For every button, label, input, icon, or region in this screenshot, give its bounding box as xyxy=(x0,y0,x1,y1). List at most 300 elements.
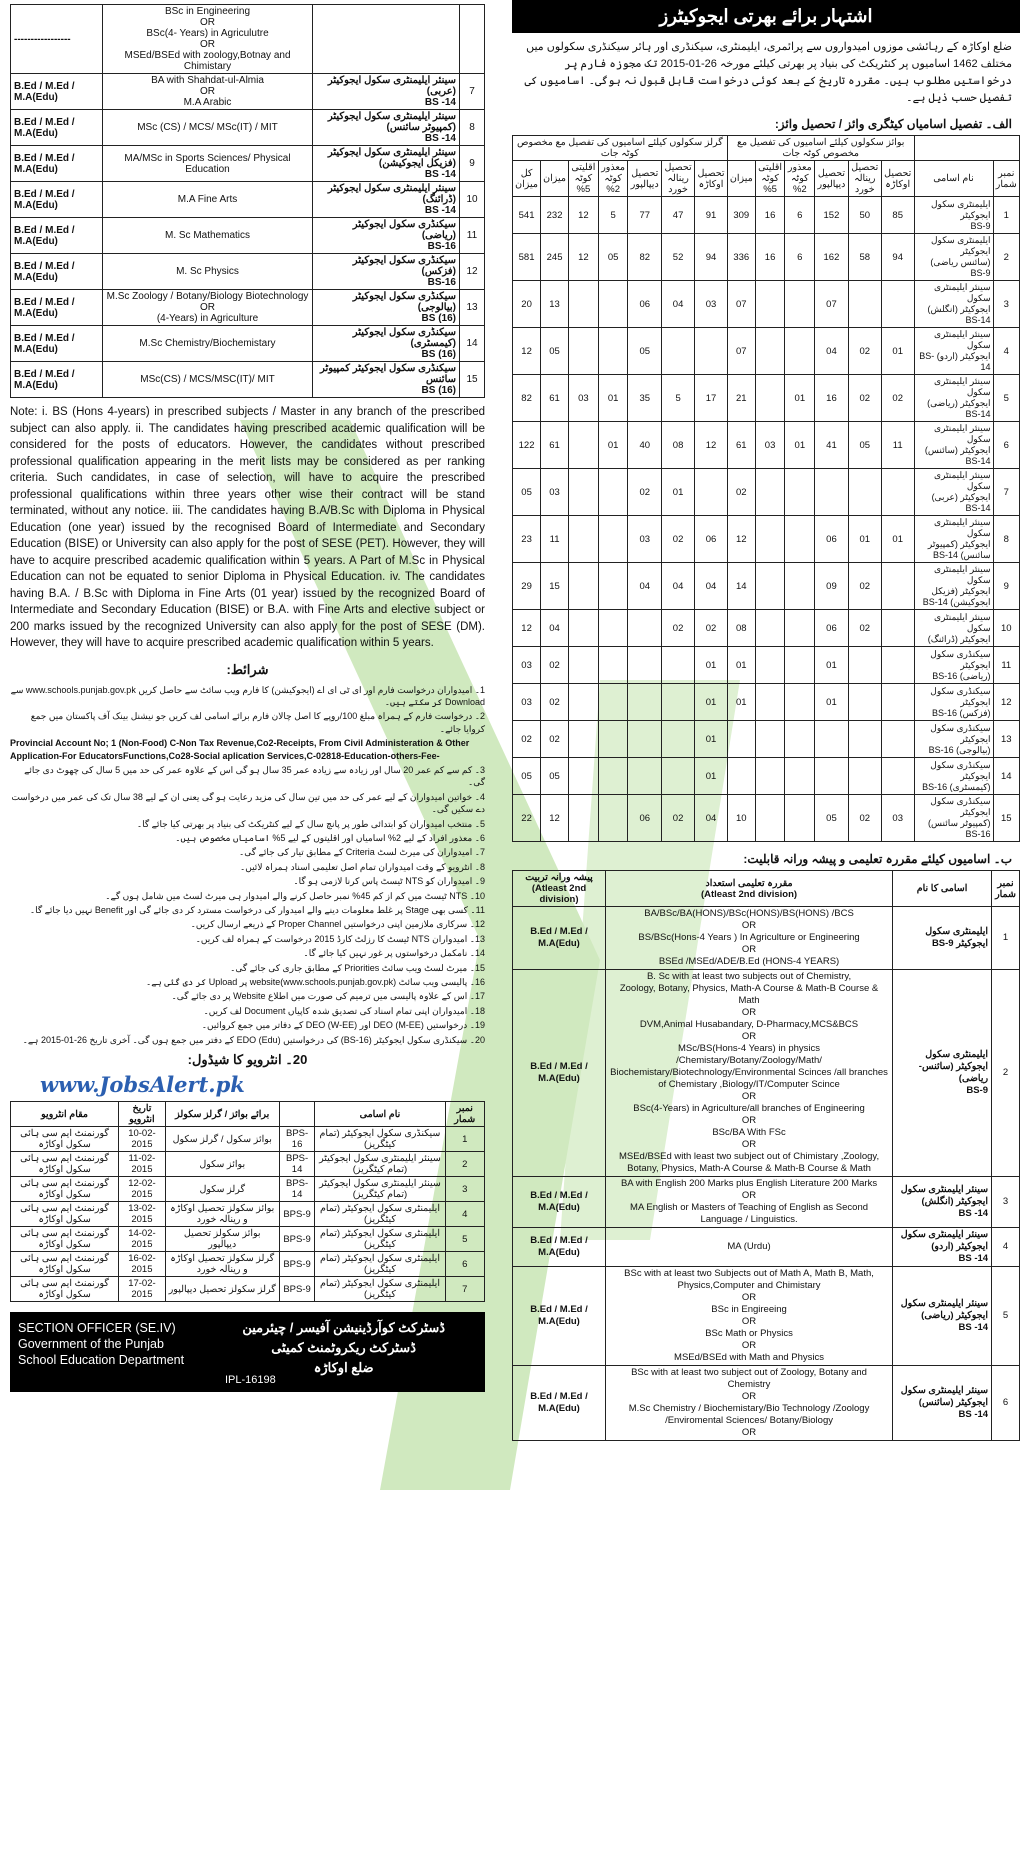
professional-qualification: B.Ed / M.Ed / M.A(Edu) xyxy=(11,146,103,182)
post-name: سینئر ایلیمنٹری سکول ایجوکیٹر (فزیکل ایجوکیشن) BS-14 xyxy=(914,563,993,610)
count-cell xyxy=(662,721,695,758)
serial-number: 1 xyxy=(445,1127,484,1152)
count-cell xyxy=(628,684,662,721)
academic-qualification: B. Sc with at least two subjects out of Chemistry, Zoology, Botany, Physics, Math-A Course & Math-B Course & Math OR DVM,Animal Husabandary, D-Pharmacy,MCS&BCS OR MSc/BS(Hons-4 Years) in physics /Chemistary/Botany/Zoology/Math/ Biochemistary/Biotechnology/Environmental Scinces /all branches of Chemistary ,Biology/IT/Computer Scince OR BSc(4-Years) in Agriculture/all branches of Engineering OR BSc/BA With FSc OR MSEd/BSEd with least two subject out of Chimistary ,Zoology, Botany, Physics, Math-A Course & Math-B Course & Math xyxy=(606,970,893,1177)
serial-number: 13 xyxy=(993,721,1019,758)
condition-item: 12۔ سرکاری ملازمین اپنی درخواستیں Proper Channel کے ذریعے ارسال کریں۔ xyxy=(190,919,485,930)
professional-qualification: B.Ed / M.Ed / M.A(Edu) xyxy=(11,74,103,110)
count-cell xyxy=(628,721,662,758)
interview-row xyxy=(11,1252,485,1277)
count-cell xyxy=(785,610,815,647)
school-type: گرلز سکولز تحصیل دیپالپور xyxy=(165,1277,279,1302)
count-cell: 01 xyxy=(785,375,815,422)
professional-qualification: ----------------- xyxy=(11,5,103,74)
count-cell xyxy=(755,758,785,795)
count-cell: 94 xyxy=(881,234,914,281)
count-cell: 04 xyxy=(662,281,695,328)
post-name: سیکنڈری سکول ایجوکیٹر (کیمسٹری) BS (16) xyxy=(313,326,460,362)
left-table-row xyxy=(11,326,485,362)
serial-number: 4 xyxy=(992,1228,1020,1267)
count-cell: 17 xyxy=(695,375,728,422)
count-cell: 02 xyxy=(541,647,569,684)
count-cell: 61 xyxy=(541,375,569,422)
serial-number: 5 xyxy=(993,375,1019,422)
count-cell xyxy=(568,721,598,758)
left-table-row xyxy=(11,182,485,218)
count-cell: 5 xyxy=(598,197,628,234)
interview-date: 17-02-2015 xyxy=(119,1277,166,1302)
left-table-row xyxy=(11,254,485,290)
count-cell: 309 xyxy=(727,197,755,234)
condition-item: 8۔ انٹرویو کے وقت امیدواران تمام اصل تعلیمی اسناد ہمراہ لائیں۔ xyxy=(239,861,485,872)
bps-scale: BPS-9 xyxy=(279,1252,315,1277)
serial-number: 7 xyxy=(993,469,1019,516)
bps-scale: BPS-9 xyxy=(279,1227,315,1252)
interview-header: نمبر شمار xyxy=(445,1102,484,1127)
left-table-row xyxy=(11,218,485,254)
interview-row xyxy=(11,1202,485,1227)
academic-qualification: MSc(CS) / MCS/MSC(IT)/ MIT xyxy=(103,362,313,398)
serial-number: 7 xyxy=(445,1277,484,1302)
post-name: سینئر ایلیمنٹری سکول ایجوکیٹر (انگلش) BS-14 xyxy=(914,281,993,328)
category-header: معذور کوٹہ 2% xyxy=(598,161,628,197)
count-cell: 47 xyxy=(662,197,695,234)
post-name: ایلیمنٹری سکول ایجوکیٹر (تمام کیٹگریز) xyxy=(315,1227,445,1252)
post-name: ایلیمنٹری سکول ایجوکیٹر BS-9 xyxy=(893,907,992,970)
post-name: ایلیمنٹری سکول ایجوکیٹر (تمام کیٹگریز) xyxy=(315,1252,445,1277)
academic-qualification: BSc with at least two subject out of Zoology, Botany and Chemistry OR M.Sc Chemistry / Biochemistary/Bio Technology /Zoology /Enviromental Sciences/ Botany/Biology OR xyxy=(606,1366,893,1441)
qualification-row xyxy=(513,907,1020,970)
count-cell: 01 xyxy=(881,328,914,375)
left-table-row xyxy=(11,290,485,326)
school-type: گرلز سکولز تحصیل اوکاڑہ و رینالہ خورد xyxy=(165,1252,279,1277)
count-cell xyxy=(695,469,728,516)
footer-officer-urdu: ڈسٹرکٹ کوآرڈینیشن آفیسر / چیئرمین xyxy=(242,1320,445,1336)
count-cell: 05 xyxy=(598,234,628,281)
count-cell: 22 xyxy=(513,795,541,842)
academic-qualification: BA with Shahdat-ul-Almia OR M.A Arabic xyxy=(103,74,313,110)
post-name: ایلیمنٹری سکول ایجوکیٹر BS-9 xyxy=(914,197,993,234)
count-cell: 09 xyxy=(815,563,849,610)
count-cell: 02 xyxy=(848,328,881,375)
academic-header: مقررہ تعلیمی استعداد xyxy=(705,877,793,889)
count-cell: 03 xyxy=(541,469,569,516)
category-header: تحصیل اوکاڑہ xyxy=(881,161,914,197)
category-row xyxy=(513,647,1020,684)
bps-scale: BPS-16 xyxy=(279,1127,315,1152)
left-table-row xyxy=(11,110,485,146)
condition-item: 11۔ کسی بھی Stage پر غلط معلومات دینے والے امیدوار کی درخواست مسترد کر دی جائے گی اور Benefit نہیں دیا جائے گا۔ xyxy=(29,905,485,915)
interview-date: 10-02-2015 xyxy=(119,1127,166,1152)
academic-qualification: M.Sc Chemistry/Biochemistary xyxy=(103,326,313,362)
count-cell: 02 xyxy=(848,610,881,647)
category-row xyxy=(513,516,1020,563)
count-cell: 40 xyxy=(628,422,662,469)
serial-number: 13 xyxy=(460,290,485,326)
footer-dept: School Education Department xyxy=(18,1353,185,1368)
count-cell: 04 xyxy=(695,795,728,842)
bps-scale: BPS-14 xyxy=(279,1152,315,1177)
serial-number: 12 xyxy=(993,684,1019,721)
count-cell: 61 xyxy=(727,422,755,469)
prof-sub-header: (Atleast 2nd division) xyxy=(531,883,587,905)
school-type: گرلز سکول xyxy=(165,1177,279,1202)
professional-qualification: B.Ed / M.Ed / M.A(Edu) xyxy=(11,254,103,290)
conditions-list xyxy=(10,684,485,1047)
category-row xyxy=(513,197,1020,234)
count-cell: 01 xyxy=(727,647,755,684)
signature-footer xyxy=(10,1312,485,1392)
count-cell: 91 xyxy=(695,197,728,234)
count-cell xyxy=(848,647,881,684)
count-cell xyxy=(881,721,914,758)
count-cell xyxy=(881,758,914,795)
academic-sub-header: (Atleast 2nd division) xyxy=(700,888,798,900)
count-cell xyxy=(785,563,815,610)
qualification-table-continued xyxy=(10,4,485,398)
category-row xyxy=(513,795,1020,842)
serial-number: 5 xyxy=(445,1227,484,1252)
count-cell: 05 xyxy=(628,328,662,375)
condition-item: 5۔ منتخب امیدواران کو ابتدائی طور پر پانچ سال کے لیے کنٹریکٹ کی بنیاد پر بھرتی کیا جائے گا۔ xyxy=(136,818,485,829)
count-cell xyxy=(785,469,815,516)
condition-item: 20۔ سیکنڈری سکول ایجوکیٹر (BS-16) کی درخواستیں EDO (Edu) کے دفتر میں جمع ہوں گی۔ آخری تاریخ 26-01-2015 ہے۔ xyxy=(22,1034,485,1045)
count-cell xyxy=(785,647,815,684)
count-cell xyxy=(755,647,785,684)
condition-item: Provincial Account No; 1 (Non-Food) C-Non Tax Revenue,Co2-Receipts, From Civil Administeration & Other Application-For EducatorsFunctions,Co28-Social aplication Services,C-02818-Education-others-Fee- xyxy=(10,738,470,761)
academic-qualification: BA/BSc/BA(HONS)/BSc(HONS)/BS(HONS) /BCS OR BS/BSc(Hons-4 Years ) In Agriculture or Engineering OR BSEd /MSEd/ADE/B.Ed (HONS-4 YEARS) xyxy=(606,907,893,970)
count-cell: 16 xyxy=(755,234,785,281)
serial-number: 11 xyxy=(993,647,1019,684)
count-cell: 61 xyxy=(541,422,569,469)
count-cell: 52 xyxy=(662,234,695,281)
count-cell: 35 xyxy=(628,375,662,422)
category-row xyxy=(513,610,1020,647)
serial-number: 1 xyxy=(992,907,1020,970)
count-cell: 06 xyxy=(628,795,662,842)
count-cell xyxy=(755,516,785,563)
count-cell xyxy=(848,469,881,516)
serial-number: 14 xyxy=(460,326,485,362)
professional-qualification: B.Ed / M.Ed / M.A(Edu) xyxy=(11,362,103,398)
count-cell: 77 xyxy=(628,197,662,234)
category-row xyxy=(513,469,1020,516)
count-cell: 10 xyxy=(727,795,755,842)
count-cell: 14 xyxy=(727,563,755,610)
interview-venue: گورنمنٹ ایم سی ہائی سکول اوکاڑہ xyxy=(11,1177,119,1202)
count-cell: 152 xyxy=(815,197,849,234)
serial-number: 12 xyxy=(460,254,485,290)
count-cell: 02 xyxy=(513,721,541,758)
footer-govt: Government of the Punjab xyxy=(18,1337,164,1352)
interview-date: 12-02-2015 xyxy=(119,1177,166,1202)
count-cell: 12 xyxy=(541,795,569,842)
count-cell: 58 xyxy=(848,234,881,281)
interview-date: 16-02-2015 xyxy=(119,1252,166,1277)
post-name: سینئر ایلیمنٹری سکول ایجوکیٹر (عربی) BS -14 xyxy=(313,74,460,110)
serial-number: 1 xyxy=(993,197,1019,234)
count-cell xyxy=(662,684,695,721)
count-cell xyxy=(598,610,628,647)
category-header: نام اسامی xyxy=(914,161,993,197)
count-cell: 02 xyxy=(848,375,881,422)
condition-item: 2۔ درخواست فارم کے ہمراہ مبلغ 100/روپے کا اصل چالان فارم برائے اسامی لف کریں جو نیشنل بینک آف پاکستان میں جمع کروایا جائے۔ xyxy=(30,711,485,734)
count-cell xyxy=(568,469,598,516)
count-cell xyxy=(568,758,598,795)
count-cell xyxy=(755,684,785,721)
count-cell xyxy=(815,469,849,516)
qualification-table xyxy=(512,870,1020,1441)
professional-qualification: B.Ed / M.Ed / M.A(Edu) xyxy=(513,970,606,1177)
serial-number: 3 xyxy=(993,281,1019,328)
category-header: معذور کوٹہ 2% xyxy=(785,161,815,197)
count-cell xyxy=(568,328,598,375)
academic-qualification: M. Sc Mathematics xyxy=(103,218,313,254)
serial-number: 6 xyxy=(445,1252,484,1277)
count-cell: 16 xyxy=(755,197,785,234)
note-paragraph: Note: i. BS (Hons 4-years) in prescribed subjects / Master in any branch of the prescribed subject can also apply. ii. The candidates having prescribed academic qualification will be considered for the posts of educators. However, the candidates without prescribed professional qualification appearing in the merit lists may be considered as per ranking criteria. Such candidates, in case of selection, will have to acquire the prescribed professional qualifications within three years other wise their contract will be stand terminated, without any notice. iii. The candidates having B.A/B.Sc with Diploma in Physical Education (one year) issued by the recognised Board of Intermediate and Secondary Education (BISE) or University can also apply for the post of SESE (PET). However, they will have to acquire prescribed academic qualification within 5 years. A Part of M.Sc in Physical Education can not be equated to senior Diploma in Physical Education. iv. The candidates having B.A. / B.Sc with Diploma in Fine Arts (01 year) issued by the recognized Board of Intermediate and Secondary Education (BISE) or B.A. with Fine Arts and elective subject or 200 marks issued by the recognized University can also apply for the post of SESE (DM). However, they will have to acquire prescribed academic qualification within 5 years. xyxy=(10,406,485,649)
academic-qualification: BA with English 200 Marks plus English Literature 200 Marks OR MA English or Masters of Teaching of English as Second Language / Linguistics. xyxy=(606,1177,893,1228)
count-cell: 03 xyxy=(513,647,541,684)
interview-date: 14-02-2015 xyxy=(119,1227,166,1252)
interview-header: نام اسامی xyxy=(315,1102,445,1127)
count-cell: 02 xyxy=(628,469,662,516)
count-cell xyxy=(662,647,695,684)
category-row xyxy=(513,563,1020,610)
count-cell xyxy=(755,281,785,328)
count-cell xyxy=(755,721,785,758)
interview-venue: گورنمنٹ ایم سی ہائی سکول اوکاڑہ xyxy=(11,1127,119,1152)
count-cell: 12 xyxy=(695,422,728,469)
count-cell: 07 xyxy=(727,281,755,328)
count-cell: 05 xyxy=(541,758,569,795)
prof-header: پیشہ ورانہ تربیت xyxy=(525,872,593,883)
serial-number: 2 xyxy=(993,234,1019,281)
condition-item: 17۔ اس کے علاوہ پالیسی میں ترمیم کی صورت میں اطلاع Website پر دی جائے گی۔ xyxy=(171,991,485,1002)
count-cell xyxy=(628,758,662,795)
count-cell: 122 xyxy=(513,422,541,469)
count-cell xyxy=(598,469,628,516)
interview-schedule-table xyxy=(10,1101,485,1302)
count-cell: 29 xyxy=(513,563,541,610)
qualification-row xyxy=(513,1267,1020,1366)
post-name: سیکنڈری سکول ایجوکیٹر (بیالوجی) BS (16) xyxy=(313,290,460,326)
post-name: سینئر ایلیمنٹری سکول ایجوکیٹر (سائنس) BS -14 xyxy=(893,1366,992,1441)
category-header: تحصیل رینالہ خورد xyxy=(848,161,881,197)
serial-number: 15 xyxy=(460,362,485,398)
count-cell: 12 xyxy=(513,610,541,647)
interview-header: برائے بوائز / گرلز سکولز xyxy=(165,1102,279,1127)
post-name xyxy=(313,5,460,74)
category-header: تحصیل دیپالپور xyxy=(815,161,849,197)
post-name: سیکنڈری سکول ایجوکیٹر (ریاضی) BS-16 xyxy=(914,647,993,684)
category-row xyxy=(513,422,1020,469)
count-cell xyxy=(881,684,914,721)
academic-qualification: M. Sc Physics xyxy=(103,254,313,290)
category-row xyxy=(513,328,1020,375)
count-cell: 82 xyxy=(628,234,662,281)
interview-row xyxy=(11,1152,485,1177)
category-row xyxy=(513,281,1020,328)
footer-district-urdu: ضلع اوکاڑہ xyxy=(313,1360,374,1376)
count-cell xyxy=(568,422,598,469)
count-cell xyxy=(598,684,628,721)
interview-venue: گورنمنٹ ایم سی ہائی سکول اوکاڑہ xyxy=(11,1277,119,1302)
count-cell: 11 xyxy=(881,422,914,469)
website-link[interactable]: www.JobsAlert.pk xyxy=(40,1072,245,1098)
qualification-row xyxy=(513,970,1020,1177)
serial-number: 10 xyxy=(993,610,1019,647)
condition-item: 19۔ درخواستیں DEO (M-EE) اور DEO (W-EE) کے دفاتر میں جمع کروائیں۔ xyxy=(201,1020,485,1031)
count-cell xyxy=(598,563,628,610)
count-cell xyxy=(598,281,628,328)
condition-item: 16۔ پالیسی ویب سائٹ (www.schools.punjab.gov.pk)website پر Upload کر دی گئی ہے۔ xyxy=(145,977,485,988)
post-name: سیکنڈری سکول ایجوکیٹر (کمپیوٹر سائنس) BS-16 xyxy=(914,795,993,842)
intro-paragraph: ضلع اوکاڑہ کے رہائشی موزوں امیدواروں سے پرائمری، ایلیمنٹری، سیکنڈری اور ہائر سیکنڈری سکولوں میں مختلف 1462 اسامیوں پر کنٹریکٹ کی بنیاد پر بھرتی کیلئے مورخہ 26-01-2015 تک مجوزہ فارم پر درخواستیں مطلوب ہیں۔ مقررہ تاریخ کے بعد کوئی درخواست قابل قبول نہ ہوگی۔ اسامیوں کی تفصیل حسب ذیل ہے۔ xyxy=(524,41,1012,104)
count-cell: 85 xyxy=(881,197,914,234)
serial-number: 14 xyxy=(993,758,1019,795)
category-header: نمبر شمار xyxy=(993,161,1019,197)
serial-number: 5 xyxy=(992,1267,1020,1366)
post-name: سیکنڈری سکول ایجوکیٹر (فزکس) BS-16 xyxy=(914,684,993,721)
count-cell: 01 xyxy=(695,758,728,795)
left-table-row xyxy=(11,362,485,398)
academic-qualification: M.A Fine Arts xyxy=(103,182,313,218)
qualification-row xyxy=(513,1228,1020,1267)
left-table-row xyxy=(11,74,485,110)
professional-qualification: B.Ed / M.Ed / M.A(Edu) xyxy=(11,182,103,218)
count-cell: 162 xyxy=(815,234,849,281)
interview-row xyxy=(11,1127,485,1152)
serial-number xyxy=(460,5,485,74)
post-name: سینئر ایلیمنٹری سکول ایجوکیٹر (کمپیوٹر سائنس) BS-14 xyxy=(914,516,993,563)
serial-number: 3 xyxy=(445,1177,484,1202)
count-cell xyxy=(881,563,914,610)
count-cell xyxy=(815,758,849,795)
serial-number: 9 xyxy=(993,563,1019,610)
interview-date: 11-02-2015 xyxy=(119,1152,166,1177)
conditions-title: شرائط: xyxy=(226,661,269,677)
count-cell xyxy=(598,721,628,758)
count-cell: 06 xyxy=(628,281,662,328)
advertisement-title: اشتہار برائے بھرتی ایجوکیٹرز xyxy=(512,0,1020,33)
bps-scale: BPS-9 xyxy=(279,1202,315,1227)
count-cell xyxy=(568,610,598,647)
category-row xyxy=(513,375,1020,422)
count-cell xyxy=(785,516,815,563)
count-cell xyxy=(815,721,849,758)
post-name: سیکنڈری سکول ایجوکیٹر (کیمسٹری) BS-16 xyxy=(914,758,993,795)
count-cell xyxy=(881,469,914,516)
interview-venue: گورنمنٹ ایم سی ہائی سکول اوکاڑہ xyxy=(11,1202,119,1227)
post-name: سینئر ایلیمنٹری سکول ایجوکیٹر (عربی) BS-14 xyxy=(914,469,993,516)
category-header: کل میزان xyxy=(513,161,541,197)
interview-row xyxy=(11,1177,485,1202)
count-cell xyxy=(568,281,598,328)
academic-qualification: MA (Urdu) xyxy=(606,1228,893,1267)
count-cell: 01 xyxy=(662,469,695,516)
count-cell: 20 xyxy=(513,281,541,328)
count-cell: 02 xyxy=(848,795,881,842)
count-cell xyxy=(568,795,598,842)
count-cell xyxy=(755,375,785,422)
count-cell xyxy=(598,795,628,842)
footer-committee-urdu: ڈسٹرکٹ ریکروٹمنٹ کمیٹی xyxy=(271,1340,416,1356)
post-name: سینئر ایلیمنٹری سکول ایجوکیٹر (کمپیوٹر سائنس) BS -14 xyxy=(313,110,460,146)
serial-number: 7 xyxy=(460,74,485,110)
count-cell: 02 xyxy=(881,375,914,422)
serial-number: 8 xyxy=(993,516,1019,563)
count-cell: 04 xyxy=(628,563,662,610)
count-cell xyxy=(848,758,881,795)
serial-number: 3 xyxy=(992,1177,1020,1228)
count-cell xyxy=(628,610,662,647)
count-cell: 23 xyxy=(513,516,541,563)
serial-number: 4 xyxy=(445,1202,484,1227)
count-cell xyxy=(848,281,881,328)
serial-number: 10 xyxy=(460,182,485,218)
count-cell: 08 xyxy=(662,422,695,469)
count-cell xyxy=(755,610,785,647)
count-cell: 12 xyxy=(568,234,598,281)
count-cell xyxy=(881,281,914,328)
right-column xyxy=(512,0,1020,1441)
ipl-code: IPL-16198 xyxy=(225,1374,276,1387)
count-cell xyxy=(785,281,815,328)
condition-item: 6۔ معذور افراد کے لیے 2% اسامیاں اور اقلیتوں کے لیے 5% اسامیاں مخصوص ہیں۔ xyxy=(175,832,485,843)
post-name: سینئر ایلیمنٹری سکول ایجوکیٹر (سائنس) BS-14 xyxy=(914,422,993,469)
count-cell: 04 xyxy=(815,328,849,375)
count-cell: 02 xyxy=(541,684,569,721)
academic-qualification: BSc in Engineering OR BSc(4- Years) in Agriculutre OR MSEd/BSEd with zoology,Botnay and Chimistary xyxy=(103,5,313,74)
count-cell: 01 xyxy=(815,647,849,684)
post-name-header: اسامی کا نام xyxy=(893,871,992,907)
interview-row xyxy=(11,1227,485,1252)
count-cell: 08 xyxy=(727,610,755,647)
count-cell: 02 xyxy=(541,721,569,758)
count-cell: 07 xyxy=(727,328,755,375)
condition-item: 18۔ امیدواران اپنی تمام اسناد کی تصدیق شدہ کاپیاں Document لف کریں۔ xyxy=(203,1005,485,1016)
serial-number: 6 xyxy=(992,1366,1020,1441)
count-cell xyxy=(755,795,785,842)
section-b-heading: ب۔ اسامیوں کیلئے مقررہ تعلیمی و پیشہ ورانہ قابلیت: xyxy=(743,852,1012,866)
count-cell xyxy=(881,610,914,647)
serial-number: 9 xyxy=(460,146,485,182)
condition-item: 7۔ امیدواران کی میرٹ لسٹ Criteria کے مطابق تیار کی جائے گی۔ xyxy=(238,847,485,858)
condition-item: 14۔ نامکمل درخواستوں پر غور نہیں کیا جائے گا۔ xyxy=(303,948,485,959)
post-name: سینئر ایلیمنٹری سکول ایجوکیٹر (ڈرائنگ) BS -14 xyxy=(313,182,460,218)
interview-venue: گورنمنٹ ایم سی ہائی سکول اوکاڑہ xyxy=(11,1152,119,1177)
count-cell xyxy=(695,328,728,375)
left-table-row xyxy=(11,146,485,182)
count-cell: 05 xyxy=(513,758,541,795)
interview-row xyxy=(11,1277,485,1302)
professional-qualification: B.Ed / M.Ed / M.A(Edu) xyxy=(11,326,103,362)
count-cell xyxy=(628,647,662,684)
professional-qualification: B.Ed / M.Ed / M.A(Edu) xyxy=(513,1267,606,1366)
qualification-row xyxy=(513,1366,1020,1441)
count-cell: 06 xyxy=(815,516,849,563)
post-name: سیکنڈری سکول ایجوکیٹر (تمام کیٹگریز) xyxy=(315,1127,445,1152)
post-name: سینئر ایلیمنٹری سکول ایجوکیٹر (ریاضی) BS -14 xyxy=(893,1267,992,1366)
count-cell: 03 xyxy=(568,375,598,422)
count-cell: 336 xyxy=(727,234,755,281)
girls-group-header: گرلز سکولوں کیلئے اسامیوں کی تفصیل مع مخصوص کوٹہ جات xyxy=(513,136,728,161)
qualification-row xyxy=(513,1177,1020,1228)
interview-date: 13-02-2015 xyxy=(119,1202,166,1227)
count-cell: 232 xyxy=(541,197,569,234)
count-cell: 13 xyxy=(541,281,569,328)
